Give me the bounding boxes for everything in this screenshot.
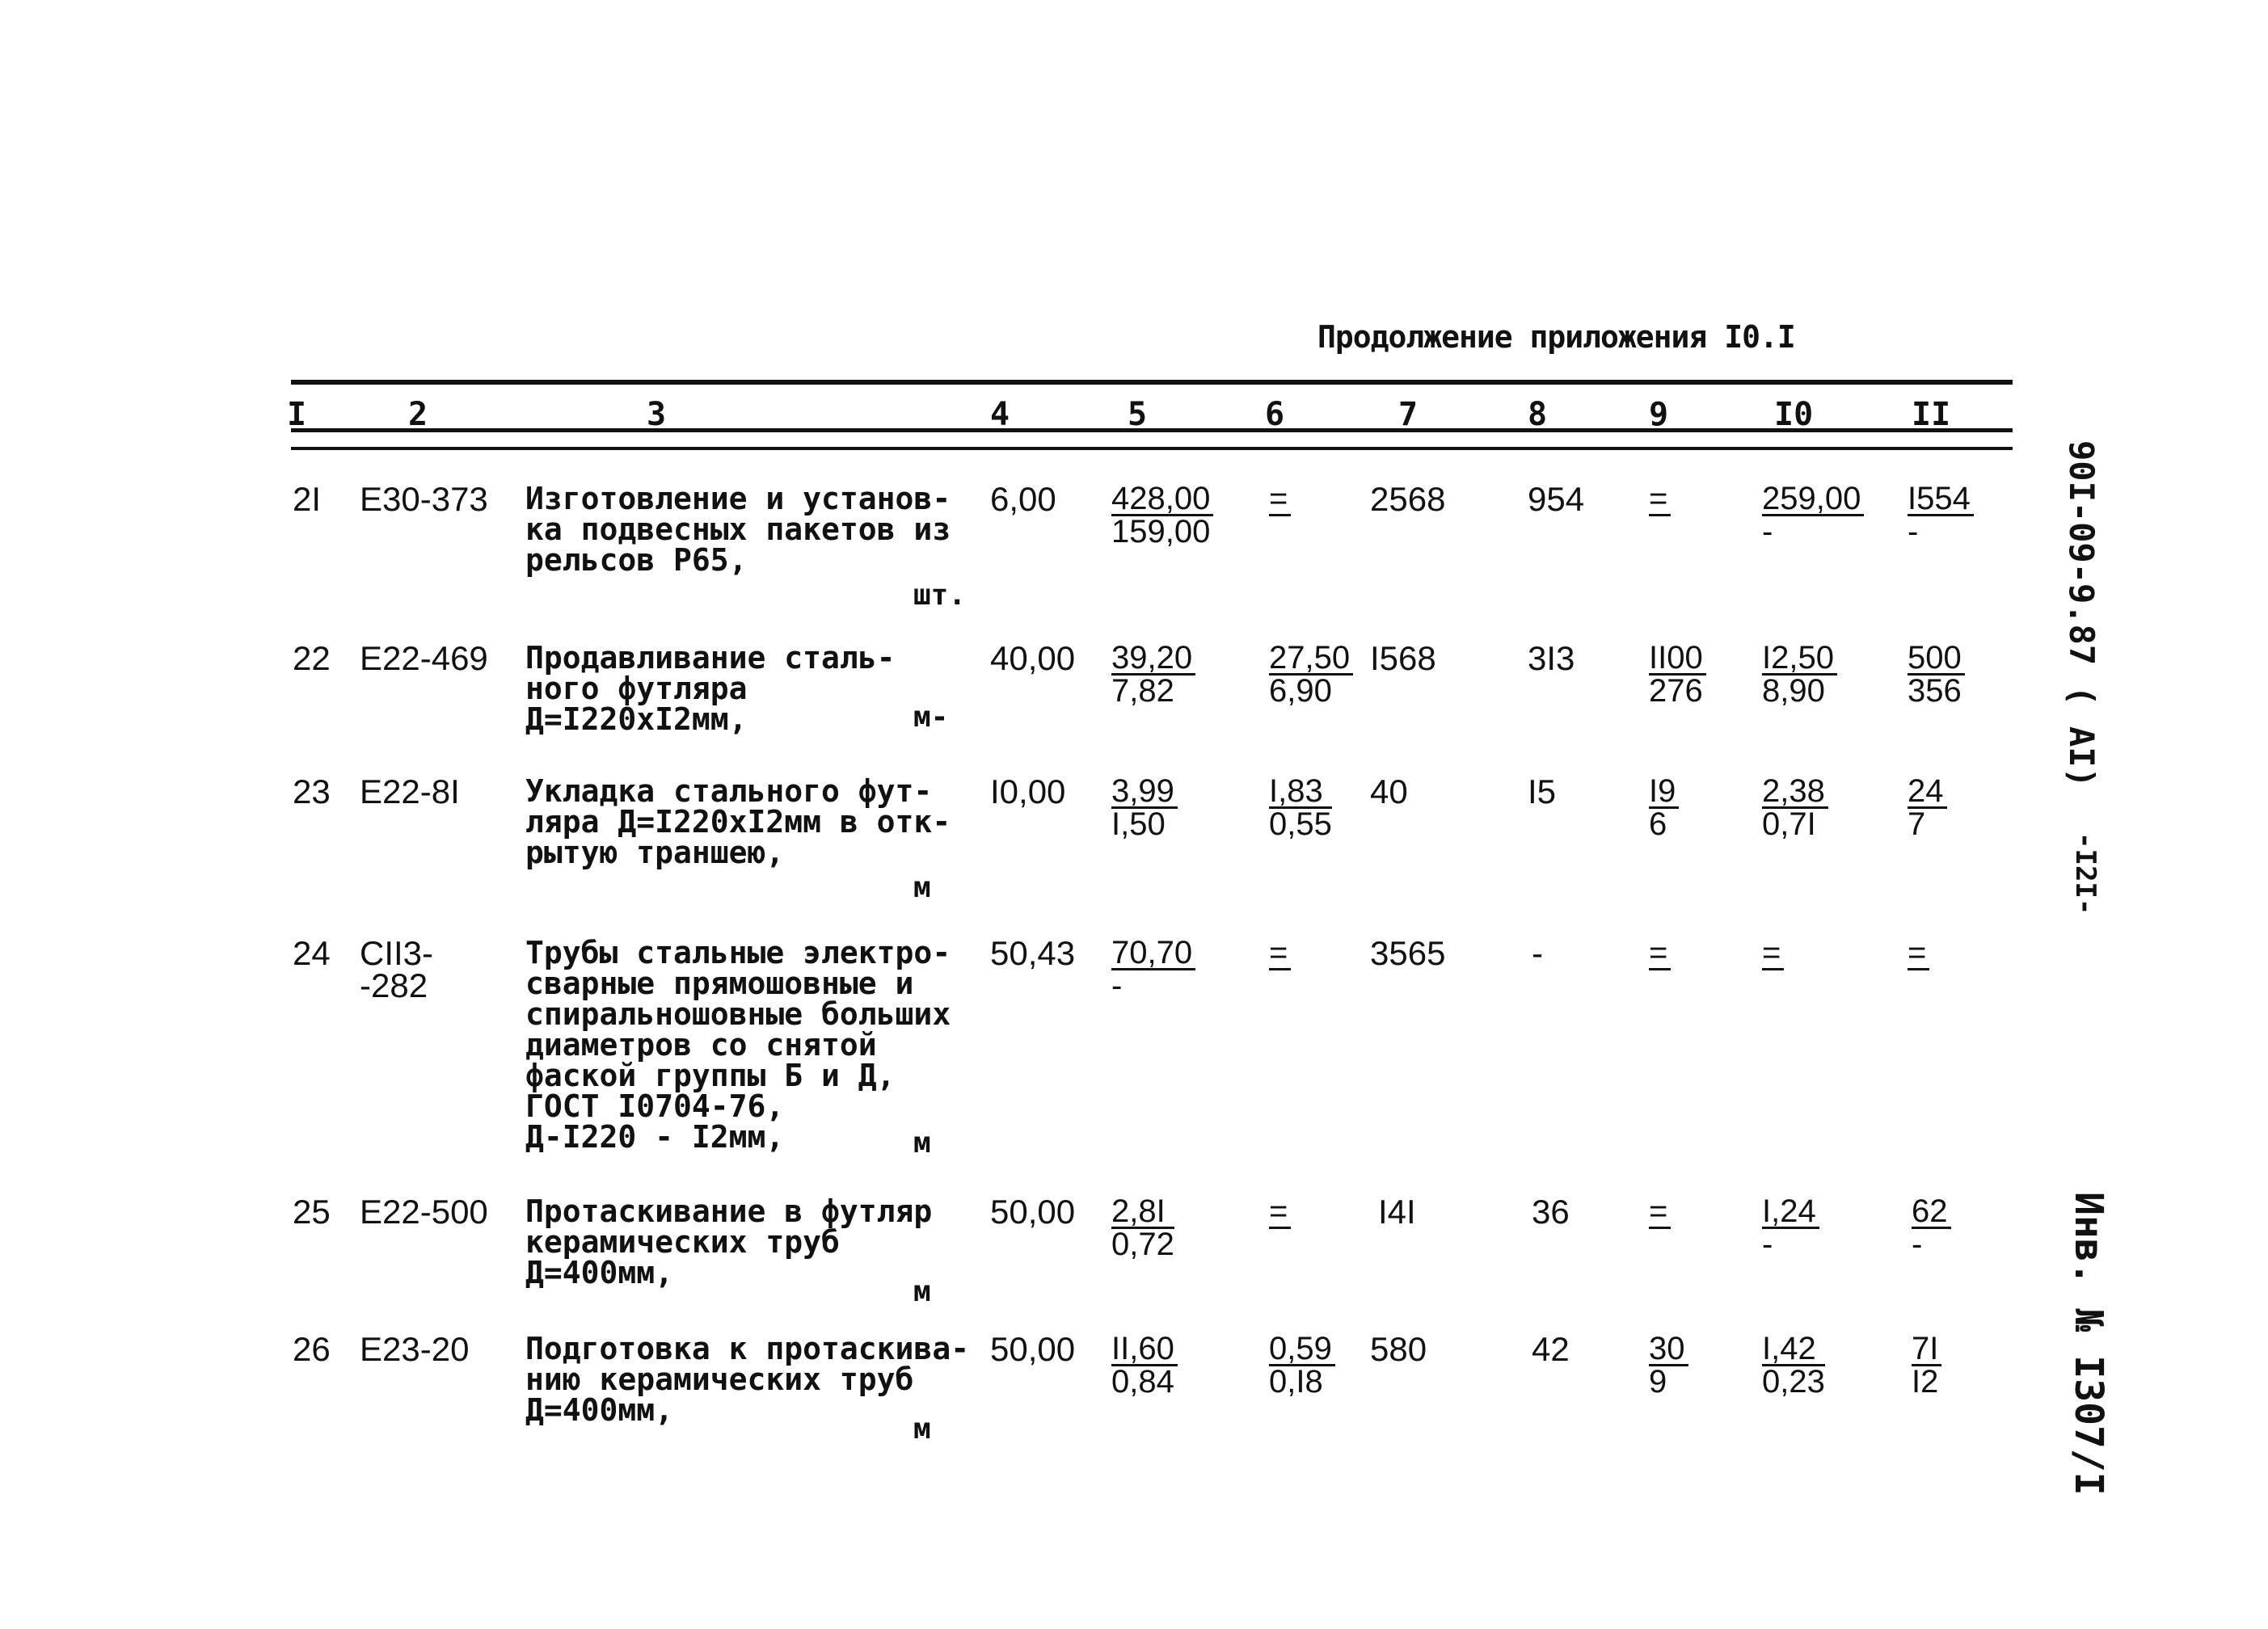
col10-bottom: 0,23 [1762,1364,1825,1400]
quantity: I0,00 [990,772,1066,810]
norm-code: E22-469 [360,639,488,677]
col8-value: 42 [1532,1330,1570,1368]
col5-bottom: 0,72 [1111,1227,1174,1262]
col6-top: = [1269,937,1291,970]
col6-fraction [1269,1193,1291,1229]
header-rule-mid [291,428,2013,432]
col10-bottom: - [1762,1227,1773,1262]
col11-fraction [1912,1331,1941,1400]
norm-code: E30-373 [360,480,488,518]
col9-fraction [1649,483,1671,516]
col11-top: I554 [1908,483,1974,516]
norm-code: E23-20 [360,1330,470,1368]
col6-top: = [1269,483,1291,516]
col5-fraction [1111,935,1195,1004]
col5-bottom: 7,82 [1111,673,1174,709]
col10-fraction [1762,773,1828,842]
row-number: 24 [293,934,331,972]
header-rule-top [291,380,2013,385]
col9-fraction [1649,773,1679,842]
col10-top: I2,50 [1762,642,1837,676]
col6-fraction [1269,937,1291,970]
col10-top: 259,00 [1762,483,1864,516]
col9-fraction [1649,937,1671,970]
col5-bottom: 159,00 [1111,514,1211,549]
col10-top: 2,38 [1762,776,1828,809]
side-page-number: -I2I- [2069,832,2101,916]
work-description: Трубы стальные электро- сварные прямошовные и спиральношовные больших диаметров со снятой фаской группы Б и Д, ГОСТ I0704-76, Д-I220 - I2мм, [525,935,951,1155]
col11-bottom: 356 [1908,673,1962,709]
col6-top: I,83 [1269,776,1332,809]
col11-fraction [1908,483,1974,547]
col10-bottom: 0,7I [1762,806,1816,842]
quantity: 50,00 [990,1193,1076,1231]
col11-top: 7I [1912,1333,1941,1366]
col6-fraction [1269,1331,1335,1400]
col10-top: = [1762,937,1784,970]
col6-fraction [1269,640,1353,709]
col6-bottom: 6,90 [1269,673,1332,709]
work-description: Продавливание сталь- ного футляра Д=I220xI2мм, [525,640,896,737]
col9-top: = [1649,483,1671,516]
col11-top: = [1908,937,1929,970]
col5-top: 3,99 [1111,776,1178,809]
col9-bottom: 9 [1649,1364,1667,1400]
col9-top: I9 [1649,776,1679,809]
col5-fraction [1111,1331,1178,1400]
col8-value: - [1532,934,1543,972]
norm-code: CII3- -282 [360,934,434,1004]
col6-bottom: 0,I8 [1269,1364,1323,1400]
col11-bottom: I2 [1912,1364,1939,1400]
col10-bottom: 8,90 [1762,673,1825,709]
quantity: 50,43 [990,934,1076,972]
col5-top: 70,70 [1111,937,1195,970]
row-number: 26 [293,1330,331,1368]
col5-bottom: 0,84 [1111,1364,1174,1400]
col11-fraction [1912,1193,1951,1262]
quantity: 40,00 [990,639,1076,677]
norm-code: E22-500 [360,1193,488,1231]
col-head-7: 7 [1398,396,1419,433]
col9-bottom: 276 [1649,673,1703,709]
col-head-11: II [1912,396,1951,433]
page-title: Продолжение приложения I0.I [1317,319,1795,355]
col7-value: 2568 [1370,480,1446,518]
col6-fraction [1269,483,1291,516]
col9-top: 30 [1649,1333,1688,1366]
col-head-9: 9 [1649,396,1669,433]
col5-fraction [1111,773,1178,842]
unit: м [913,1126,931,1160]
work-description: Подготовка к протаскива- нию керамических труб Д=400мм, [525,1331,970,1428]
work-description: Протаскивание в футляр керамических труб Д=400мм, [525,1193,933,1290]
col5-top: 428,00 [1111,483,1213,516]
col6-bottom: 0,55 [1269,806,1332,842]
col-head-1: I [287,396,307,433]
col11-bottom: - [1908,514,1919,549]
col9-top: II00 [1649,642,1706,676]
col-head-3: 3 [647,396,667,433]
col11-bottom: - [1912,1227,1923,1262]
col5-top: 2,8I [1111,1196,1174,1229]
col7-value: I568 [1370,639,1436,677]
col10-fraction [1762,640,1837,709]
col9-top: = [1649,937,1671,970]
col11-top: 62 [1912,1196,1951,1229]
row-number: 25 [293,1193,331,1231]
unit: м [913,1275,931,1308]
col5-fraction [1111,1193,1174,1262]
header-rule-low [291,447,2013,450]
col11-fraction [1908,937,1929,970]
unit: м [913,871,931,904]
col5-bottom: I,50 [1111,806,1166,842]
row-number: 23 [293,772,331,810]
col8-value: I5 [1528,772,1557,810]
col5-top: II,60 [1111,1333,1178,1366]
col9-fraction [1649,1331,1688,1400]
col10-top: I,42 [1762,1333,1825,1366]
col6-top: = [1269,1196,1291,1229]
col11-bottom: 7 [1908,806,1926,842]
col10-top: I,24 [1762,1196,1819,1229]
col11-fraction [1908,640,1965,709]
unit: м- [913,701,949,734]
col8-value: 954 [1528,480,1585,518]
col-head-2: 2 [408,396,428,433]
col-head-4: 4 [990,396,1010,433]
col9-bottom: 6 [1649,806,1667,842]
col11-top: 24 [1908,776,1947,809]
col7-value: 3565 [1370,934,1446,972]
col5-fraction [1111,640,1195,709]
col7-value: I4I [1378,1193,1416,1231]
side-document-code: 90I-09-9.87 ( AI) [2062,440,2101,788]
col9-top: = [1649,1196,1671,1229]
col6-top: 27,50 [1269,642,1353,676]
col5-top: 39,20 [1111,642,1195,676]
col5-bottom: - [1111,968,1123,1004]
unit: м [913,1412,931,1446]
col7-value: 40 [1370,772,1408,810]
col-head-6: 6 [1265,396,1285,433]
col11-fraction [1908,773,1947,842]
col-head-10: I0 [1774,396,1814,433]
col10-bottom: - [1762,514,1773,549]
norm-code: E22-8I [360,772,460,810]
row-number: 2I [293,480,322,518]
col5-fraction [1111,483,1213,547]
col8-value: 36 [1532,1193,1570,1231]
col7-value: 580 [1370,1330,1427,1368]
col10-fraction [1762,1331,1825,1400]
work-description: Укладка стального фут- ляра Д=I220xI2мм в отк- рытую траншею, [525,773,951,870]
col10-fraction [1762,483,1864,547]
col10-fraction [1762,1193,1819,1262]
col8-value: 3I3 [1528,639,1575,677]
work-description: Изготовление и установ- ка подвесных пакетов из рельсов P65, [525,481,951,578]
col9-fraction [1649,1193,1671,1229]
row-number: 22 [293,639,331,677]
quantity: 6,00 [990,480,1056,518]
col-head-5: 5 [1128,396,1148,433]
col6-fraction [1269,773,1332,842]
col-head-8: 8 [1528,396,1548,433]
col10-fraction [1762,937,1784,970]
col9-fraction [1649,640,1706,709]
col6-top: 0,59 [1269,1333,1335,1366]
unit: шт. [913,579,967,612]
side-inventory-number: Инв. № I307/I [2066,1192,2111,1496]
col11-top: 500 [1908,642,1965,676]
quantity: 50,00 [990,1330,1076,1368]
